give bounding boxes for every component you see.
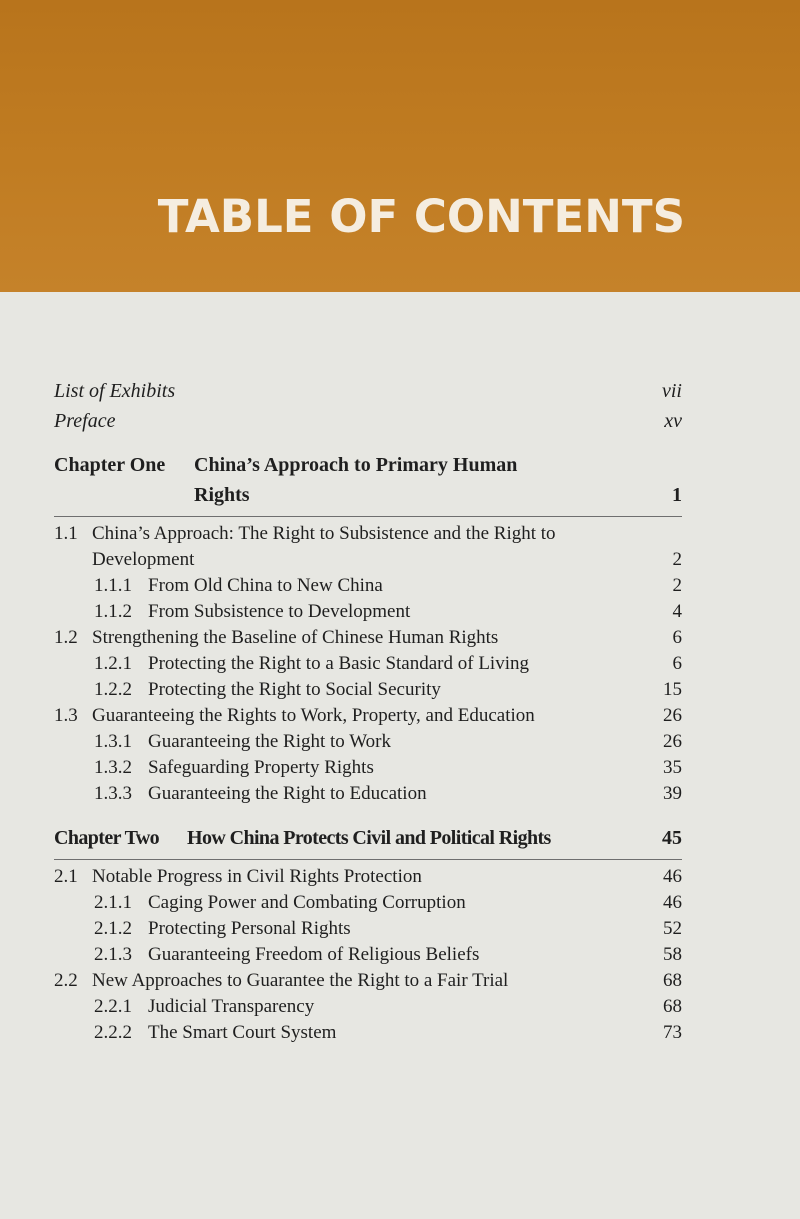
toc-section-1-1[interactable] [54,521,682,573]
subsection-label [54,890,622,916]
subsection-number: 1.1.1 [94,575,132,596]
toc-entry-preface[interactable] [54,406,682,436]
subsection-label [54,781,622,807]
table-of-contents [54,376,682,1046]
subsection-number: 2.1.3 [94,944,132,965]
subsection-title: Guaranteeing the Right to Education [148,783,427,804]
chapter-number: Chapter Two [54,827,160,849]
subsection-title: Guaranteeing Freedom of Religious Beliefs [148,944,480,965]
divider [54,859,682,860]
section-number: 1.3 [54,705,78,726]
section-page: 46 [663,866,682,887]
subsection-number: 2.2.2 [94,1022,132,1043]
section-number: 2.2 [54,970,78,991]
chapter-title: China’s Approach to Primary Human Rights [194,454,518,506]
section-page: 68 [663,970,682,991]
toc-subsection-2-2-1[interactable] [54,994,682,1020]
toc-subsection-1-1-1[interactable] [54,573,682,599]
toc-subsection-2-1-3[interactable] [54,942,682,968]
subsection-label [54,729,622,755]
subsection-page: 4 [672,601,682,622]
subsection-title: Judicial Transparency [148,996,315,1017]
section-number: 2.1 [54,866,78,887]
subsection-title: From Old China to New China [148,575,383,596]
toc-entry-page: vii [662,380,682,402]
toc-subsection-2-2-2[interactable] [54,1020,682,1046]
toc-entry-page: xv [664,410,682,432]
chapter-number: Chapter One [54,454,166,476]
section-number: 1.1 [54,523,78,544]
section-label [54,521,622,573]
subsection-label [54,677,622,703]
divider [54,516,682,517]
section-title: Guaranteeing the Rights to Work, Property, and Education [92,705,535,726]
spacer [54,436,682,450]
subsection-title: Caging Power and Combating Corruption [148,892,466,913]
subsection-title: Protecting Personal Rights [148,918,351,939]
section-title: Strengthening the Baseline of Chinese Human Rights [92,627,499,648]
subsection-page: 52 [663,918,682,939]
section-title: New Approaches to Guarantee the Right to a Fair Trial [92,970,509,991]
toc-subsection-1-2-2[interactable] [54,677,682,703]
chapter-heading [54,450,622,510]
section-page: 26 [663,705,682,726]
subsection-number: 1.2.1 [94,653,132,674]
header-band [0,0,800,292]
subsection-page: 39 [663,783,682,804]
section-label [54,968,622,994]
toc-subsection-1-2-1[interactable] [54,651,682,677]
section-page: 2 [672,549,682,570]
subsection-number: 2.1.2 [94,918,132,939]
toc-subsection-1-1-2[interactable] [54,599,682,625]
toc-chapter-one[interactable] [54,450,682,510]
subsection-page: 35 [663,757,682,778]
subsection-number: 1.2.2 [94,679,132,700]
subsection-title: Guaranteeing the Right to Work [148,731,391,752]
section-number: 1.2 [54,627,78,648]
chapter-page: 1 [672,484,682,506]
subsection-page: 26 [663,731,682,752]
subsection-title: Safeguarding Property Rights [148,757,374,778]
subsection-page: 6 [672,653,682,674]
toc-subsection-1-3-2[interactable] [54,755,682,781]
subsection-number: 1.3.2 [94,757,132,778]
toc-section-2-1[interactable] [54,864,682,890]
toc-section-1-3[interactable] [54,703,682,729]
subsection-label [54,942,622,968]
subsection-title: Protecting the Right to Social Security [148,679,441,700]
subsection-title: Protecting the Right to a Basic Standard of Living [148,653,529,674]
subsection-number: 2.1.1 [94,892,132,913]
chapter-page: 45 [662,827,682,849]
toc-entry-label: Preface [54,410,116,432]
subsection-label [54,994,622,1020]
subsection-number: 1.1.2 [94,601,132,622]
subsection-label [54,599,622,625]
section-label [54,864,622,890]
toc-entry-label: List of Exhibits [54,380,176,402]
section-title: China’s Approach: The Right to Subsistence and the Right to Development [92,523,556,570]
toc-entry-list-of-exhibits[interactable] [54,376,682,406]
subsection-label [54,651,622,677]
chapter-heading [54,823,622,853]
subsection-number: 2.2.1 [94,996,132,1017]
toc-subsection-2-1-1[interactable] [54,890,682,916]
toc-section-1-2[interactable] [54,625,682,651]
subsection-label [54,573,622,599]
subsection-number: 1.3.3 [94,783,132,804]
subsection-label [54,755,622,781]
subsection-page: 58 [663,944,682,965]
chapter-title: How China Protects Civil and Political Rights [187,827,551,849]
subsection-number: 1.3.1 [94,731,132,752]
subsection-page: 2 [672,575,682,596]
spacer [54,807,682,823]
page-title: TABLE OF CONTENTS [157,190,685,243]
toc-subsection-1-3-1[interactable] [54,729,682,755]
section-label [54,703,622,729]
subsection-page: 73 [663,1022,682,1043]
toc-subsection-2-1-2[interactable] [54,916,682,942]
subsection-label [54,1020,622,1046]
subsection-title: The Smart Court System [148,1022,337,1043]
subsection-page: 68 [663,996,682,1017]
toc-chapter-two[interactable] [54,823,682,853]
subsection-page: 46 [663,892,682,913]
toc-subsection-1-3-3[interactable] [54,781,682,807]
section-title: Notable Progress in Civil Rights Protection [92,866,422,887]
subsection-page: 15 [663,679,682,700]
subsection-label [54,916,622,942]
section-label [54,625,622,651]
section-page: 6 [672,627,682,648]
toc-section-2-2[interactable] [54,968,682,994]
subsection-title: From Subsistence to Development [148,601,411,622]
